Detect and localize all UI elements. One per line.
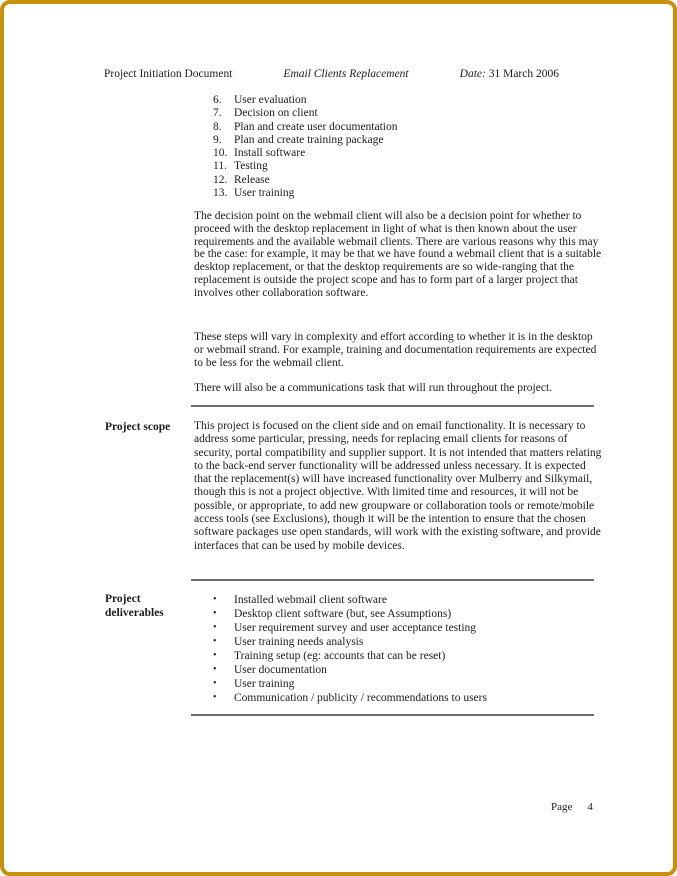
bullet-icon: • — [213, 678, 217, 689]
step-number: 11. — [213, 160, 227, 173]
deliverable-text: User training needs analysis — [234, 636, 364, 648]
list-item — [213, 649, 487, 663]
list-item — [213, 593, 487, 607]
list-item — [213, 635, 487, 649]
deliverable-text: Installed webmail client software — [234, 594, 387, 606]
deliverables-list — [213, 593, 487, 705]
list-item — [213, 663, 487, 677]
step-number: 7. — [213, 107, 222, 120]
deliverable-text: Training setup (eg: accounts that can be reset) — [234, 650, 446, 662]
list-item — [213, 691, 487, 705]
bullet-icon: • — [213, 636, 217, 647]
deliverable-text: Desktop client software (but, see Assumptions) — [234, 608, 452, 620]
list-item — [213, 607, 487, 621]
bullet-icon: • — [213, 608, 217, 619]
step-number: 12. — [213, 173, 228, 186]
deliverable-text: User requirement survey and user acceptance testing — [234, 622, 477, 634]
deliverable-text: User training — [234, 678, 295, 690]
step-text: Plan and create training package — [234, 133, 384, 146]
list-item — [213, 677, 487, 691]
step-text: User training — [234, 187, 295, 200]
doc-date — [460, 68, 559, 80]
paragraph-communications: There will also be a communications task that will run throughout the project. — [194, 382, 553, 394]
document-header — [104, 68, 559, 80]
page-label: Page — [551, 801, 573, 813]
step-number: 9. — [213, 133, 222, 146]
section-divider — [191, 579, 594, 581]
date-label: Date: — [459, 68, 486, 80]
list-item — [213, 621, 487, 635]
step-text: Decision on client — [234, 107, 318, 120]
paragraph-decision-point: The decision point on the webmail client will also be a decision point for whether to proceed with the desktop replacement in light of what is then known about the user requirements and the available webmail clients. There are various reasons why this may be the case: for example, it may be that we have found a webmail client that is a suitable desktop replacement, or that the desktop requirements are so wide-ranging that the replacement is outside the project scope and has to form part of a larger project that involves other collaboration software. — [194, 210, 602, 299]
step-text: User evaluation — [234, 94, 307, 106]
bullet-icon: • — [213, 692, 217, 703]
paragraph-steps-vary: These steps will vary in complexity and effort according to whether it is in the desktop or webmail strand. For example, training and documentation requirements are expected to be less for the webmail client. — [194, 331, 597, 369]
step-text: Install software — [234, 147, 306, 160]
section-label-project-deliverables: Project deliverables — [105, 593, 164, 619]
page-number: 4 — [587, 801, 593, 813]
bullet-icon: • — [213, 622, 217, 633]
section-body-project-scope: This project is focused on the client side and on email functionality. It is necessary to address some particular, pressing, needs for replacing email clients for reasons of security, portal compatibility and supplier support. It is not intended that matters relating to the back-end server functionality will be addressed unless necessary. It is expected that the replacement(s) will have increased functionality over Mulberry and Silkymail, though this is not a project objective. With limited time and resources, it will not be possible, or appropriate, to add new groupware or collaboration tools or remote/mobile access tools (see Exclusions), though it will be the intention to ensure that the chosen software packages use open standards, will work with the existing software, and provide interfaces that can be used by mobile devices. — [194, 420, 602, 552]
step-item — [213, 160, 398, 173]
deliverable-text: Communication / publicity / recommendations to users — [234, 692, 487, 704]
step-number: 8. — [213, 120, 222, 133]
step-number: 13. — [213, 187, 228, 200]
bullet-icon: • — [213, 664, 217, 675]
step-text: Release — [234, 173, 270, 186]
step-number: 6. — [213, 94, 222, 106]
doc-title: Project Initiation Document — [104, 68, 233, 80]
bullet-icon: • — [213, 650, 217, 661]
step-number: 10. — [213, 147, 228, 160]
step-item — [213, 147, 398, 160]
deliverable-text: User documentation — [234, 664, 327, 676]
page-footer — [551, 801, 593, 813]
section-label-project-scope: Project scope — [105, 421, 171, 433]
section-divider — [191, 405, 594, 407]
step-text: Plan and create user documentation — [234, 120, 398, 133]
step-item — [213, 107, 398, 120]
step-item — [213, 187, 398, 200]
step-item — [213, 94, 398, 107]
date-value: 31 March 2006 — [488, 68, 559, 80]
step-item — [213, 121, 398, 134]
bullet-icon: • — [213, 594, 217, 605]
step-list — [213, 94, 398, 200]
step-item — [213, 174, 398, 187]
step-item — [213, 134, 398, 147]
step-text: Testing — [234, 160, 268, 173]
doc-subject: Email Clients Replacement — [283, 68, 409, 80]
section-divider — [191, 714, 594, 716]
